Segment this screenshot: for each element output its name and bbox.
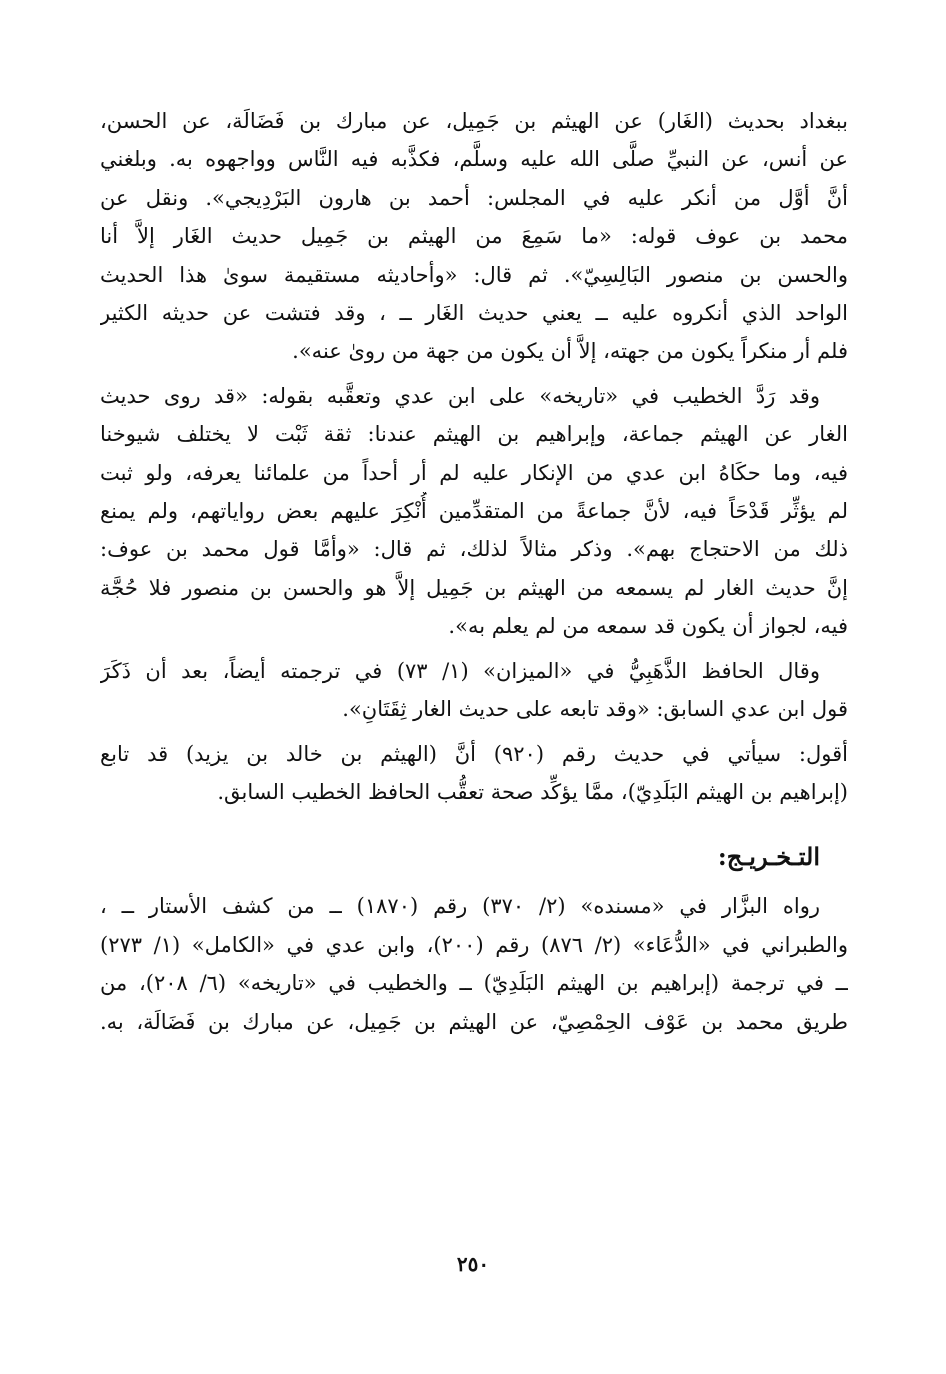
text-line: وقد رَدَّ الخطيب في «تاريخه» على ابن عدي وتعقَّبه بقوله: «قد روى حديث (100, 383, 820, 408)
text-line: إنَّ حديث الغار لم يسمعه من الهيثم بن جَمِيل إلاَّ هو والحسن بن منصور فلا حُجَّة (100, 575, 848, 600)
paragraph-3 (100, 652, 848, 729)
text-line: والحسن بن منصور البَالِسِيّ». ثم قال: «وأحاديثه مستقيمة سوىٰ هذا الحديث (100, 262, 848, 287)
text-line: رواه البزَّار في «مسنده» (٢/ ٣٧٠) رقم (١٨٧٠) ــ من كشف الأستار ــ ، (100, 894, 820, 919)
paragraph-1 (100, 102, 848, 371)
text-line: طريق محمد بن عَوْف الحِمْصِيّ، عن الهيثم بن جَمِيل، عن مبارك بن فَضَالَة، به. (100, 1009, 848, 1034)
text-line: وقال الحافظ الذَّهَبِيُّ في «الميزان» (١/ ٧٣) في ترجمته أيضاً، بعد أن ذَكَرَ (100, 658, 820, 683)
page-number: ٢٥٠ (456, 1252, 490, 1276)
text-line: عن أنس، عن النبيِّ صلَّى الله عليه وسلَّم، فكذَّبه فيه النَّاس وواجهوه به. وبلغني (100, 147, 848, 172)
paragraph-takhrij (100, 887, 848, 1041)
text-line: الواحد الذي أنكروه عليه ــ يعني حديث الغَار ــ ، وقد فتشت عن حديثه الكثير (100, 301, 848, 326)
section-title-takhrij: التـخـريـج: (717, 842, 820, 872)
text-line: أنَّ أوَّل من أنكر عليه في المجلس: أحمد بن هارون البَرْدِيجي». ونقل عن (100, 185, 848, 210)
paragraph-4 (100, 735, 848, 812)
text-line: الغار عن الهيثم جماعة، وإبراهيم بن الهيثم عندنا: ثقة ثَبْت لا يختلف شيوخنا (100, 422, 848, 447)
text-line: ببغداد بحديث (الغَار) عن الهيثم بن جَمِيل، عن مبارك بن فَضَالَة، عن الحسن، (100, 109, 848, 133)
page-body (100, 102, 848, 1041)
text-line: والطبراني في «الدُّعَاء» (٢/ ٨٧٦) رقم (٢٠٠)، وابن عدي في «الكامل» (١/ ٢٧٣) (100, 932, 848, 957)
text-line: لم يؤثِّر قَدْحَاً فيه، لأنَّ جماعةً من المتقدِّمين أُنْكِرَ عليهم بعض رواياتهم، ولم يمنع (100, 499, 848, 524)
text-line: ــ في ترجمة (إبراهيم بن الهيثم البَلَدِيّ) ــ والخطيب في «تاريخه» (٦/ ٢٠٨)، من (100, 971, 848, 996)
text-line: ذلك من الاحتجاج بهم». وذكر مثالاً لذلك، ثم قال: «وأمَّا قول محمد بن عوف: (100, 537, 848, 562)
text-line: فلم أر منكراً يكون من جهته، إلاَّ أن يكون من جهة من روىٰ عنه». (292, 339, 848, 364)
paragraph-2 (100, 377, 848, 646)
text-line: (إبراهيم بن الهيثم البَلَدِيّ)، ممَّا يؤكِّد صحة تعقُّب الحافظ الخطيب السابق. (217, 779, 848, 804)
text-line: فيه، لجواز أن يكون قد سمعه من لم يعلم به». (448, 614, 848, 639)
text-line: محمد بن عوف قوله: «ما سَمِعَ من الهيثم بن جَمِيل حديث الغَار إلاَّ أنا (100, 224, 848, 249)
text-line: أقول: سيأتي في حديث رقم (٩٢٠) أنَّ (الهيثم بن خالد بن يزيد) قد تابع (100, 741, 848, 766)
text-line: فيه، وما حكَاهُ ابن عدي من الإنكار عليه لم أر أحداً من علمائنا يعرفه، ولو ثبت (100, 460, 848, 485)
text-line: قول ابن عدي السابق: «وقد تابعه على حديث الغار ثِقَتَانِ». (342, 697, 848, 722)
